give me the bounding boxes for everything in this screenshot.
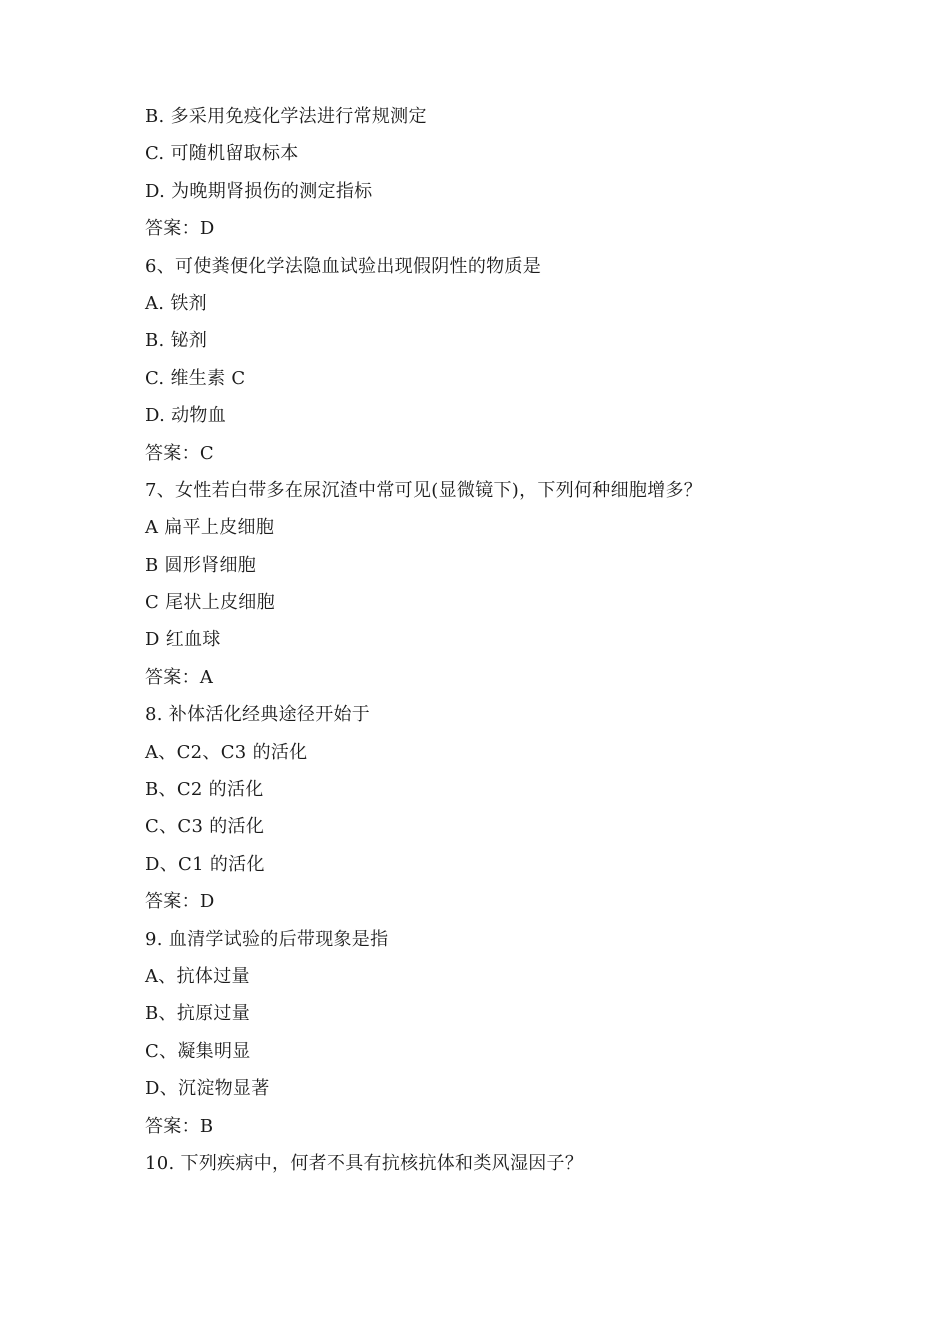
answer-line: 答案：C (145, 442, 214, 464)
question-line: 10. 下列疾病中，何者不具有抗核抗体和类风湿因子？ (145, 1152, 584, 1174)
answer-line: 答案：D (145, 218, 215, 240)
option-line: A. 铁剂 (145, 292, 207, 314)
answer-line: 答案：B (145, 1115, 214, 1137)
answer-line: 答案：A (145, 666, 214, 688)
option-line: A 扁平上皮细胞 (145, 517, 275, 539)
option-line: D、C1 的活化 (145, 853, 265, 875)
option-line: B、C2 的活化 (145, 779, 264, 801)
option-line: D、沉淀物显著 (145, 1078, 270, 1100)
answer-line: 答案：D (145, 891, 215, 913)
question-line: 7、女性若白带多在尿沉渣中常可见(显微镜下)，下列何种细胞增多？ (145, 479, 703, 501)
option-line: C、凝集明显 (145, 1040, 251, 1062)
option-line: D 红血球 (145, 629, 221, 651)
option-line: D. 动物血 (145, 405, 227, 427)
option-line: C. 可随机留取标本 (145, 143, 299, 165)
option-line: D. 为晚期肾损伤的测定指标 (145, 180, 373, 202)
question-text-block (145, 102, 865, 1186)
option-line: B、抗原过量 (145, 1003, 251, 1025)
question-line: 6、可使粪便化学法隐血试验出现假阴性的物质是 (145, 255, 542, 277)
option-line: C 尾状上皮细胞 (145, 592, 275, 614)
option-line: C、C3 的活化 (145, 816, 265, 838)
option-line: A、抗体过量 (145, 965, 250, 987)
question-line: 9. 血清学试验的后带现象是指 (145, 928, 389, 950)
option-line: C. 维生素 C (145, 367, 246, 389)
option-line: B. 多采用免疫化学法进行常规测定 (145, 106, 427, 127)
question-line: 8. 补体活化经典途径开始于 (145, 704, 371, 726)
option-line: A、C2、C3 的活化 (145, 741, 308, 763)
option-line: B. 铋剂 (145, 330, 208, 352)
option-line: B 圆形肾细胞 (145, 554, 257, 576)
